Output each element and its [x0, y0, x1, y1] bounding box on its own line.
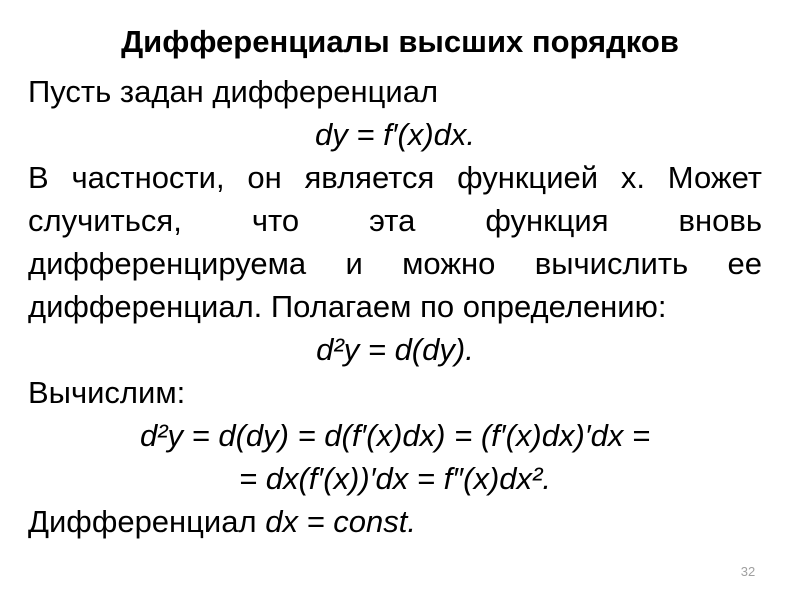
paragraph-line-3: дифференцируема и можно вычислить ее	[28, 246, 762, 281]
page-number: 32	[740, 564, 756, 579]
formula-second-differential-definition: d²y = d(dy).	[316, 332, 474, 367]
formula-computation-line-1: d²y = d(dy) = d(f′(x)dx) = (f′(x)dx)′dx =	[139, 418, 651, 453]
conclusion-formula: dx = const.	[265, 504, 416, 539]
compute-label: Вычислим:	[28, 375, 186, 410]
paragraph-line-4: дифференциал. Полагаем по определению:	[28, 289, 667, 324]
formula-first-differential: dy = f′(x)dx.	[315, 117, 475, 152]
formula-computation-line-2: = dx(f′(x))′dx = f″(x)dx².	[239, 461, 551, 496]
paragraph-line-2: случиться, что эта функция вновь	[28, 203, 762, 238]
slide-title: Дифференциалы высших порядков	[121, 24, 679, 59]
paragraph-line-1: В частности, он является функцией x. Может	[28, 160, 762, 195]
conclusion-prefix: Дифференциал	[28, 504, 257, 539]
intro-text: Пусть задан дифференциал	[28, 74, 439, 109]
conclusion-line	[28, 503, 762, 541]
